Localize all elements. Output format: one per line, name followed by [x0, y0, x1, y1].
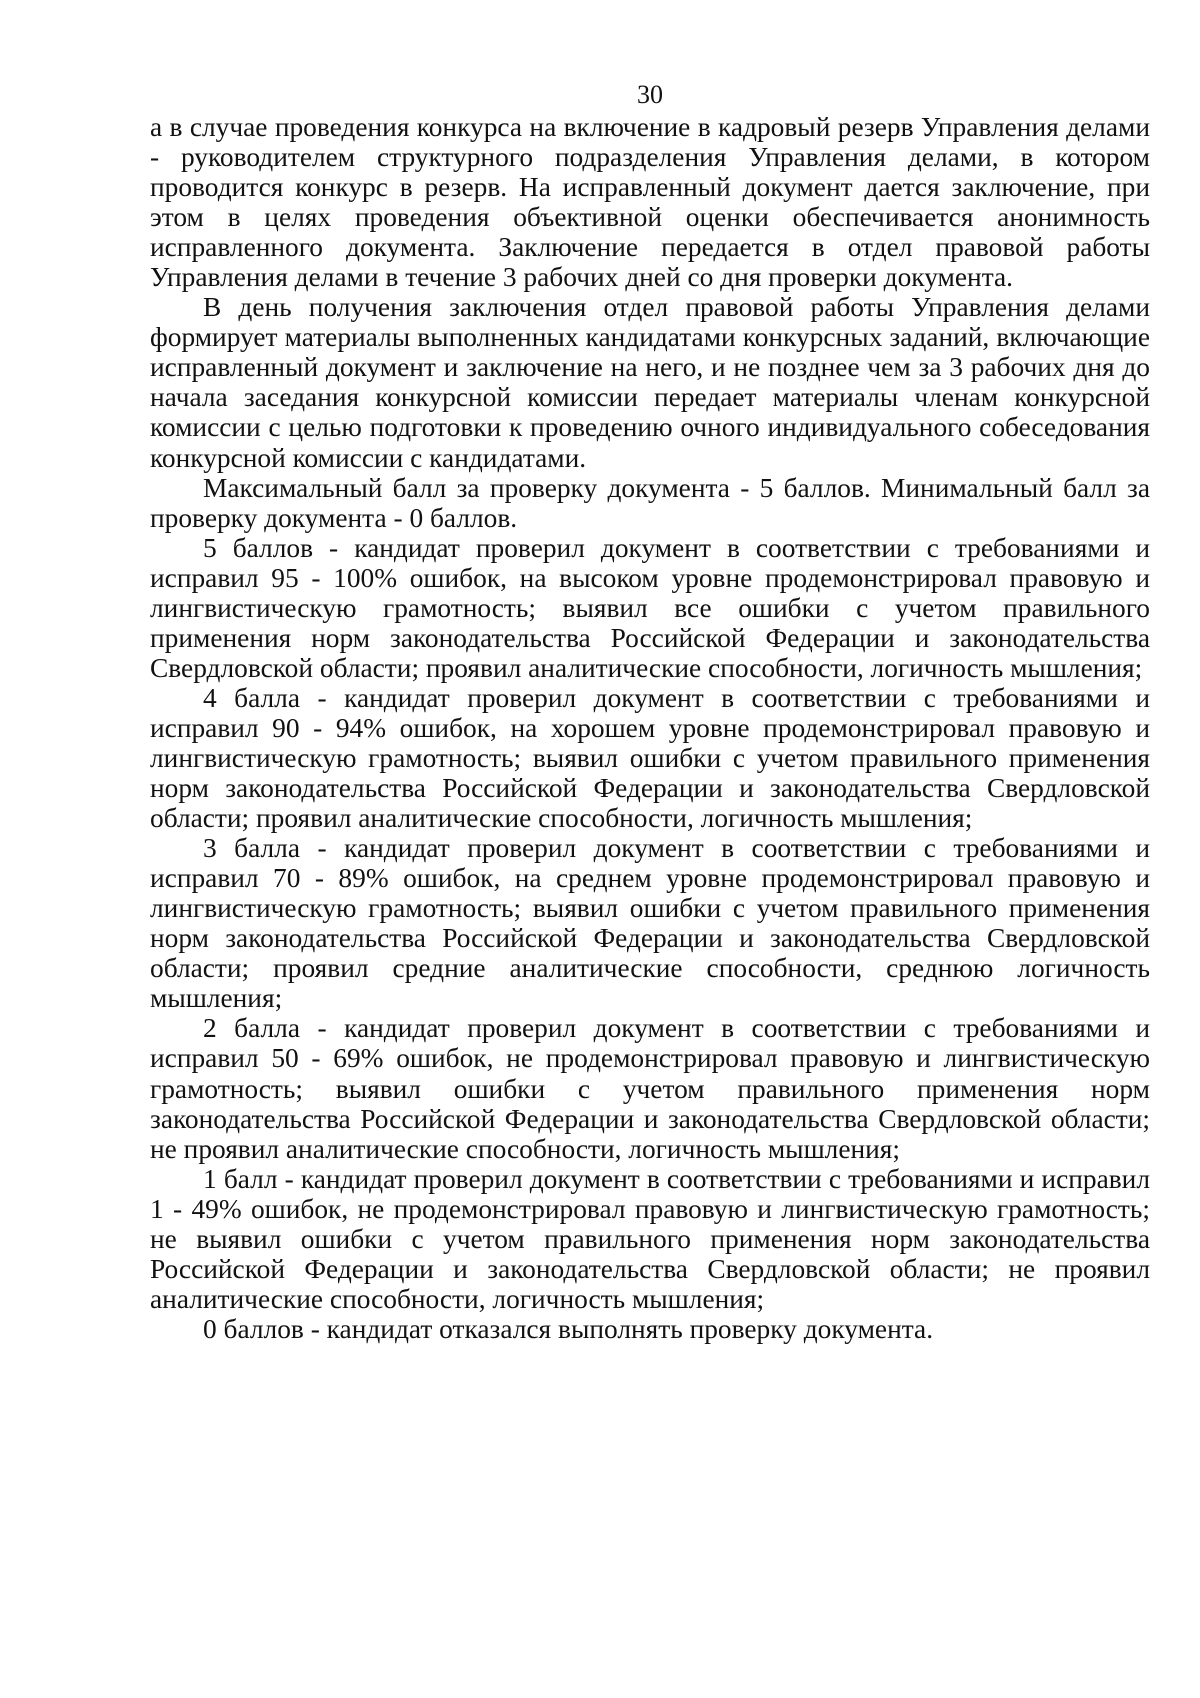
- paragraph-continuation: а в случае проведения конкурса на включение в кадровый резерв Управления делами - руководителем структурного подразделения Управления делами, в котором проводится конкурс в резерв. На исправленный документ дается заключение, при этом в целях проведения объективной оценки обеспечивается анонимность исправленного документа. Заключение передается в отдел правовой работы Управления делами в течение 3 рабочих дней со дня проверки документа.: [150, 112, 1150, 293]
- page-number: 30: [637, 80, 663, 109]
- paragraph-score-3: 3 балла - кандидат проверил документ в соответствии с требованиями и исправил 70 - 89% ошибок, на среднем уровне продемонстрировал правовую и лингвистическую грамотность; выявил ошибки с учетом правильного применения норм законодательства Российской Федерации и законодательства Свердловской области; проявил средние аналитические способности, среднюю логичность мышления;: [150, 833, 1150, 1014]
- document-page: [150, 80, 1150, 1344]
- paragraph-score-1: 1 балл - кандидат проверил документ в соответствии с требованиями и исправил 1 - 49% ошибок, не продемонстрировал правовую и лингвистическую грамотность; не выявил ошибки с учетом правильного применения норм законодательства Российской Федерации и законодательства Свердловской области; не проявил аналитические способности, логичность мышления;: [150, 1163, 1150, 1314]
- paragraph-conclusion-day: В день получения заключения отдел правовой работы Управления делами формирует материалы выполненных кандидатами конкурсных заданий, включающие исправленный документ и заключение на него, и не позднее чем за 3 рабочих дня до начала заседания конкурсной комиссии передает материалы членам конкурсной комиссии с целью подготовки к проведению очного индивидуального собеседования конкурсной комиссии с кандидатами.: [150, 292, 1150, 473]
- paragraph-score-0: 0 баллов - кандидат отказался выполнять проверку документа.: [203, 1313, 934, 1344]
- paragraph-score-4: 4 балла - кандидат проверил документ в соответствии с требованиями и исправил 90 - 94% ошибок, на хорошем уровне продемонстрировал правовую и лингвистическую грамотность; выявил ошибки с учетом правильного применения норм законодательства Российской Федерации и законодательства Свердловской области; проявил аналитические способности, логичность мышления;: [150, 682, 1150, 834]
- paragraph-score-2: 2 балла - кандидат проверил документ в соответствии с требованиями и исправил 50 - 69% ошибок, не продемонстрировал правовую и лингвистическую грамотность; выявил ошибки с учетом правильного применения норм законодательства Российской Федерации и законодательства Свердловской области; не проявил аналитические способности, логичность мышления;: [150, 1013, 1150, 1164]
- paragraph-score-range: Максимальный балл за проверку документа - 5 баллов. Минимальный балл за проверку документа - 0 баллов.: [150, 472, 1150, 533]
- paragraph-score-5: 5 баллов - кандидат проверил документ в соответствии с требованиями и исправил 95 - 100% ошибок, на высоком уровне продемонстрировал правовую и лингвистическую грамотность; выявил все ошибки с учетом правильного применения норм законодательства Российской Федерации и законодательства Свердловской области; проявил аналитические способности, логичность мышления;: [150, 532, 1150, 683]
